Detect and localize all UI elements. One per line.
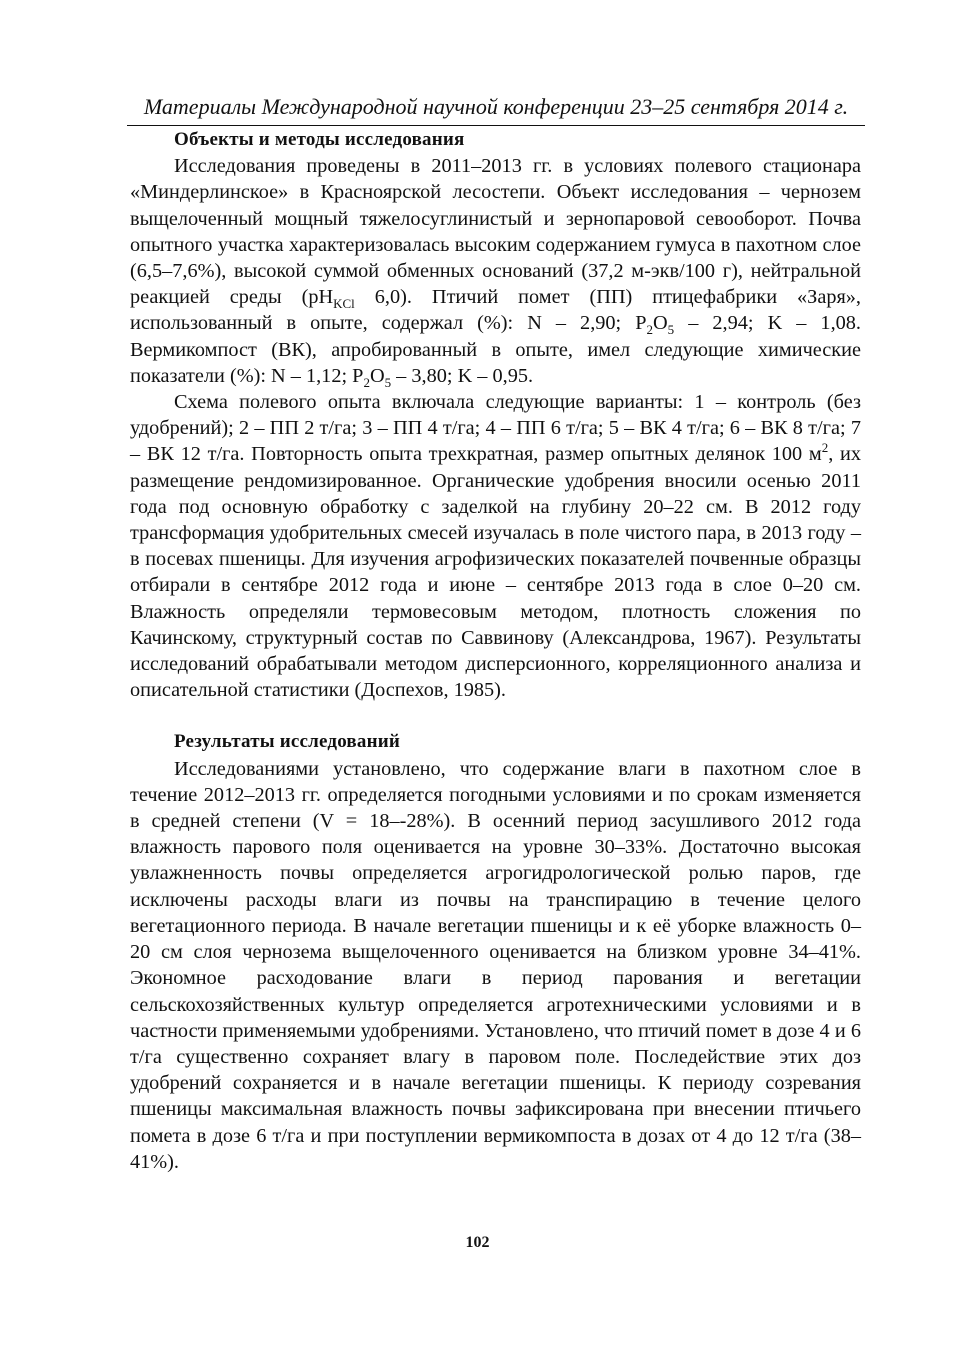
- section-heading-results: Результаты исследований: [174, 731, 401, 753]
- page-number: 102: [465, 1234, 490, 1251]
- section-spacer: [130, 703, 861, 729]
- paragraph-methods-2: Схема полевого опыта включала следующие варианты: 1 – контроль (без удобрений); 2 – ПП 2 т/га; 3 – ПП 4 т/га; 4 – ПП 6 т/га; 5 – ВК 4 т/га; 6 – ВК 8 т/га; 7 – ВК 12 т/га. Повторность опыта трехкратная, размер опытных делянок 100 $м^2$, их размещение рендомизированное. Органические удобрения вносили осенью 2011 года под основную обработку с заделкой на глубину 20–22 см. В 2012 году трансформация удобрительных смесей изучалась в поле чистого пара, в 2013 году – в посевах пшеницы. Для изучения агрофизических показателей почвенные образцы отбирали в сентябре 2012 года и июне – сентябре 2013 года в слое 0–20 см. Влажность определяли термовесовым методом, плотность сложения по Качинскому, структурный состав по Саввинову (Александрова, 1967). Результаты исследований обрабатывали методом дисперсионного, корреляционного анализа и описательной статистики (Доспехов, 1985).: [130, 391, 861, 702]
- paragraph-results-1: Исследованиями установлено, что содержание влаги в пахотном слое в течение 2012–2013 гг. определяется погодными условиями и по срокам изменяется в средней степени (V = 18–-28%). В осенний период засушливого 2012 года влажность парового поля оценивается на уровне 30–33%. Достаточно высокая увлажненность почвы определяется агрогидрологической ролью паров, где исключены расходы влаги из почвы на транспирацию в течение целого вегетационного периода. В начале вегетации пшеницы и к её уборке влажность 0–20 см слоя чернозема выщелоченного оценивается на близком уровне 34–41%. Экономное расходование влаги в период парования и вегетации сельскохозяйственных культур определяется агротехническими условиями и в частности применяемыми удобрениями. Установлено, что птичий помет в дозе 4 и 6 т/га существенно сохраняет влагу в паровом поле. Последействие этих доз удобрений сохраняется и в начале вегетации пшеницы. К периоду созревания пшеницы максимальная влажность почвы зафиксирована при внесении птичьего помета в дозе 6 т/га и при поступлении вермикомпоста в дозах от 4 до 12 т/га (38–41%).: [130, 757, 861, 1173]
- page-body: [130, 127, 861, 1175]
- section-heading-methods: Объекты и методы исследования: [174, 129, 465, 150]
- paragraph-methods-1: Исследования проведены в 2011–2013 гг. в условиях полевого стационара «Миндерлинское» в Красноярской лесостепи. Объект исследования – чернозем выщелоченный мощный тяжелосуглинистый и зернопаровой севооборот. Почва опытного участка характеризовалась высоким содержанием гумуса в пахотном слое (6,5–7,6%), высокой суммой обменных оснований (37,2 м-экв/100 г), нейтральной реакцией среды ($pH_{KCl}$ 6,0). Птичий помет (ПП) птицефабрики «Заря», использованный в опыте, содержал (%): N – 2,90; $P_2O_5 - 2,94$; K – 1,08. Вермикомпост (ВК), апробированный в опыте, имел следующие химические показатели (%): N – 1,12; $P_2O_5 - 3,80$; K – 0,95.: [130, 155, 862, 390]
- running-header: Материалы Международной научной конференции 23–25 сентября 2014 г.: [143, 94, 849, 119]
- header-divider: [127, 125, 865, 126]
